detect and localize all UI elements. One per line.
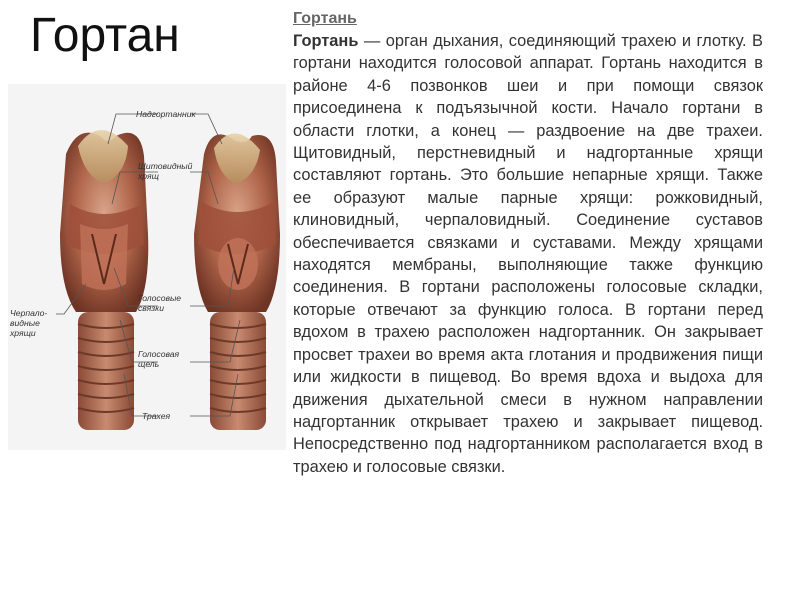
label-thyroid-cartilage-line1: Щитовидный: [138, 161, 193, 171]
article-lead-term: Гортань: [293, 32, 359, 50]
label-arytenoid-line3: хрящи: [10, 328, 36, 338]
article-heading: Гортань: [293, 10, 357, 27]
larynx-illustration: [8, 84, 286, 450]
larynx-anatomy-drawing: [8, 84, 286, 450]
label-trachea: Трахея: [142, 411, 171, 421]
larynx-right-view: [194, 133, 280, 430]
label-glottis-line1: Голосовая: [138, 349, 180, 359]
article: [293, 8, 763, 478]
label-arytenoid-line1: Черпало-: [10, 308, 48, 318]
label-thyroid-cartilage-line2: хрящ: [138, 171, 159, 181]
article-body: — орган дыхания, соединяющий трахею и глотку. В гортани находится голосовой аппарат. Гортань находится в районе 4-6 позвонков шеи и при помощи связок присоединена к подъязычной кости. Начало гортани в области глотки, а конец — раздвоение на две трахеи. Щитовидный, перстневидный и надгортанные хрящи составляют гортань. Это большие непарные хрящи. Также ее образуют малые парные хрящи: рожковидный, клиновидный, черпаловидный. Соединение суставов обеспечивается связками и суставами. Между хрящами находятся мембраны, выполняющие также функцию соединения. В гортани расположены голосовые складки, которые отвечают за функцию голоса. В гортани перед вдохом в трахею расположен надгортанник. Он закрывает просвет трахеи во время акта глотания и продвижения пищи или жидкости в пищевод. Во время вдоха и выдоха для движения дыхательной смеси в нужном направлении надгортанник открывает трахею и закрывает пищевод. Непосредственно под надгортанником располагается вход в трахею и голосовые связки.: [293, 32, 763, 476]
larynx-left-view: [60, 130, 148, 430]
label-arytenoid-line2: видные: [10, 318, 40, 328]
label-epiglottis: Надгортанник: [136, 109, 196, 119]
label-vocal-cords-line2: связки: [138, 303, 165, 313]
label-vocal-cords-line1: Голосовые: [138, 293, 182, 303]
label-glottis-line2: щель: [138, 359, 160, 369]
slide-title: Гортан: [30, 9, 180, 62]
